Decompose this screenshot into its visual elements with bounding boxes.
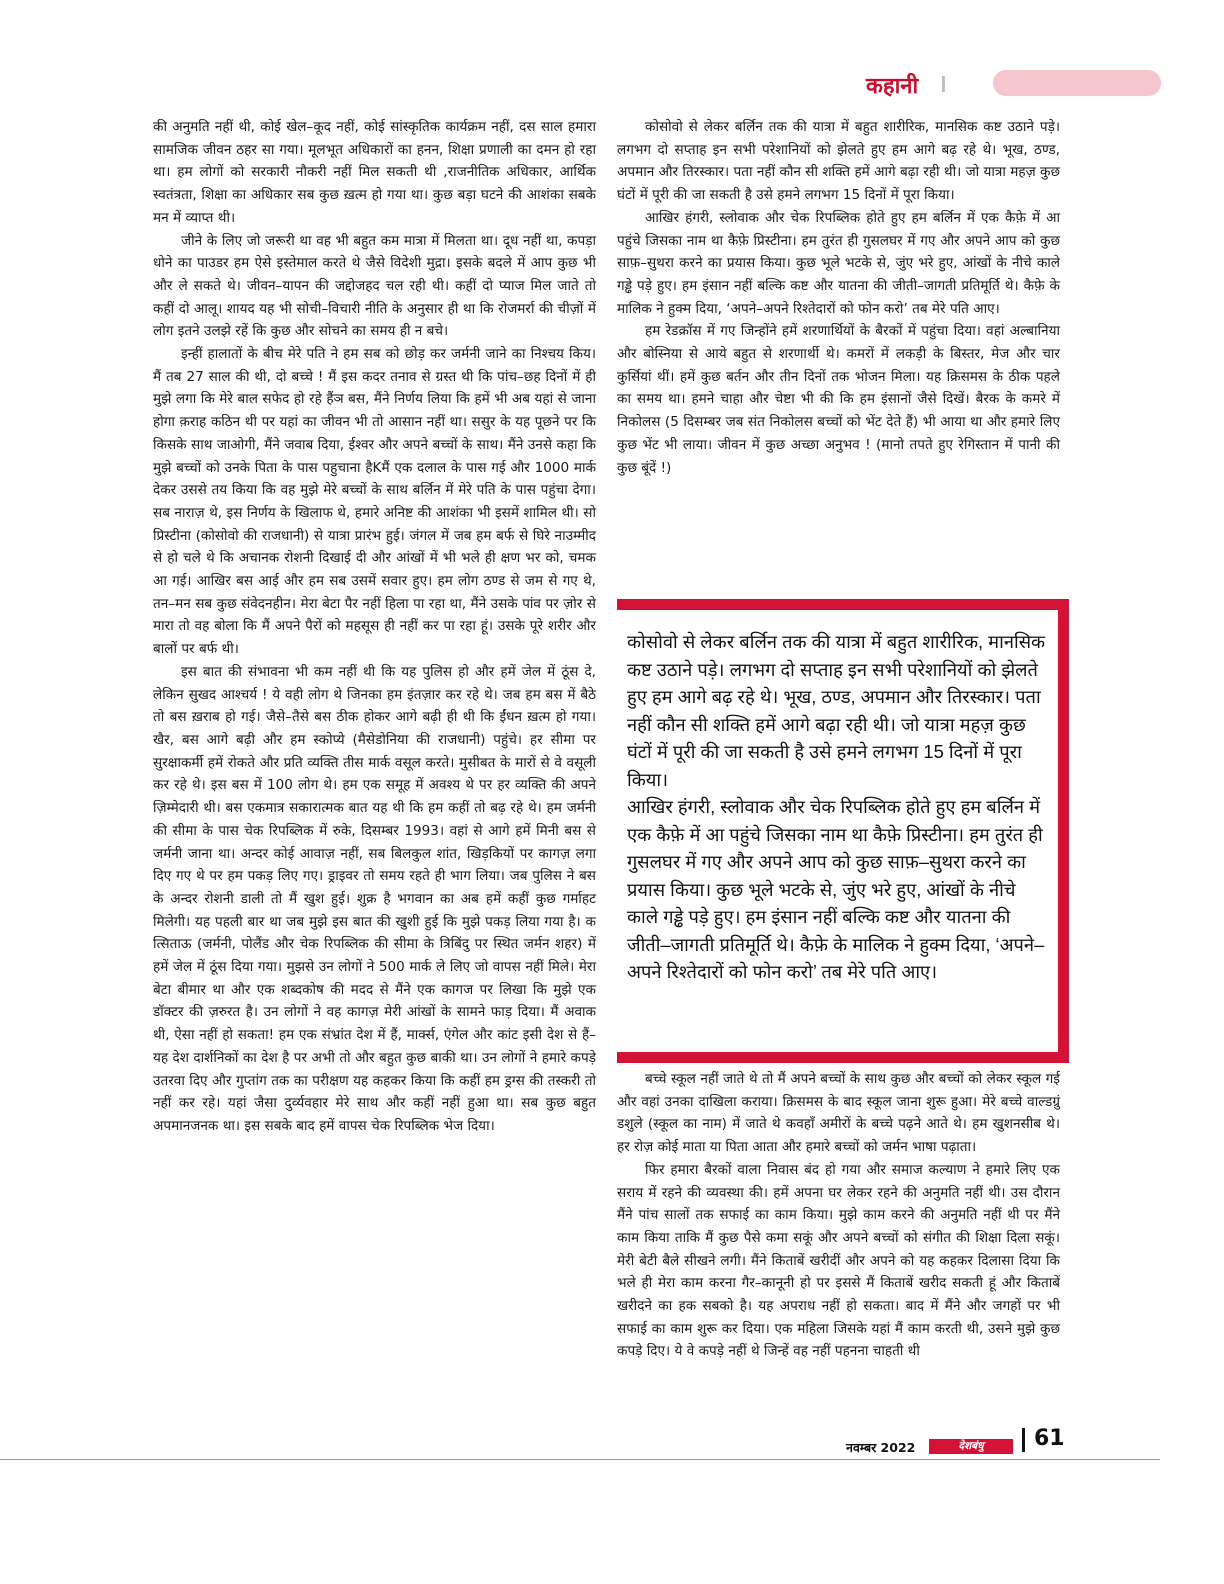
section-pill-decoration: [993, 70, 1161, 96]
footer-rule: [0, 1459, 1160, 1460]
paragraph: हम रेडक्रॉस में गए जिन्होंने हमें शरणार्थियों के बैरकों में पहुंचा दिया। वहां अल्बानिया और बोस्निया से आये बहुत से शरणार्थी थे। कमरों में लकड़ी के बिस्तर, मेज और चार कुर्सियां थीं। हमें कुछ बर्तन और तीन दिनों तक भोजन मिला। यह क्रिसमस के ठीक पहले का समय था। हमने चाहा और चेष्टा भी की कि हम इंसानों जैसे दिखें। बैरक के कमरे में निकोलस (5 दिसम्बर जब संत निकोलस बच्चों को भेंट देते हैं) भी आया था और हमारे लिए कुछ भेंट भी लाया। जीवन में कुछ अच्छा अनुभव ! (मानो तपते हुए रेगिस्तान में पानी की कुछ बूंदें !): [617, 323, 1060, 476]
right-column-bottom: [617, 1068, 1060, 1363]
footer-divider: [1022, 1428, 1025, 1452]
paragraph: इस बात की संभावना भी कम नहीं थी कि यह पुलिस हो और हमें जेल में ठूंस दे, लेकिन सुखद आश्चर्य ! ये वही लोग थे जिनका हम इंतज़ार कर रहे थे। जब हम बस में बैठे तो बस ख़राब हो गई। जैसे–तैसे बस ठीक होकर आगे बढ़ी ही थी कि ईंधन ख़त्म हो गया। खैर, बस आगे बढ़ी और हम स्कोप्ये (मैसेडोनिया की राजधानी) पहुंचे। हर सीमा पर सुरक्षाकर्मी हमें रोकते और प्रति व्यक्ति तीस मार्क वसूल करते। मुसीबत के मारों से वे वसूली कर रहे थे। इस बस में 100 लोग थे। हम एक समूह में अवश्य थे पर हर व्यक्ति की अपने ज़िम्मेदारी थी। बस एकमात्र सकारात्मक बात यह थी कि हम कहीं तो बढ़ रहे थे। हम जर्मनी की सीमा के पास चेक रिपब्लिक में रुके, दिसम्बर 1993। वहां से आगे हमें मिनी बस से जर्मनी जाना था। अन्दर कोई आवाज़ नहीं, सब बिलकुल शांत, खिड़कियों पर कागज़ लगा दिए गए थे पर हम पकड़ लिए गए। ड्राइवर तो समय रहते ही भाग लिया। जब पुलिस ने बस के अन्दर रोशनी डाली तो मैं खुश हुई। शुक्र है भगवान का अब हमें कहीं कुछ गर्माहट मिलेगी। यह पहली बार था जब मुझे इस बात की खुशी हुई कि मुझे पकड़ लिया गया है। क त्सिताऊ (जर्मनी, पोलैंड और चेक रिपब्लिक की सीमा के त्रिबिंदु पर स्थित जर्मन शहर) में हमें जेल में ठूंस दिया गया। मुझसे उन लोगों ने 500 मार्क ले लिए जो वापस नहीं मिले। मेरा बेटा बीमार था और एक शब्दकोष की मदद से मैंने एक कागज पर लिखा कि मुझे एक डॉक्टर की ज़रुरत है। उन लोगों ने वह कागज़ मेरी आंखों के सामने फाड़ दिया। मैं अवाक थी, ऐसा नहीं हो सकता! हम एक संभ्रांत देश में हैं, मार्क्स, एंगेल और कांट इसी देश से हैं– यह देश दार्शनिकों का देश है पर अभी तो और बहुत कुछ बाकी था। उन लोगों ने हमारे कपड़े उतरवा दिए और गुप्तांग तक का परीक्षण यह कहकर किया कि कहीं हम ड्रग्स की तस्करी तो नहीं कर रहे। यहां जैसा दुर्व्यवहार मेरे साथ और कहीं नहीं हुआ था। सब कुछ बहुत अपमानजनक था। इस सबके बाद हमें वापस चेक रिपब्लिक भेज दिया।: [153, 663, 596, 1134]
paragraph: की अनुमति नहीं थी, कोई खेल–कूद नहीं, कोई सांस्कृतिक कार्यक्रम नहीं, दस साल हमारा सामजिक जीवन ठहर सा गया। मूलभूत अधिकारों का हनन, शिक्षा प्रणाली का दमन हो रहा था। हम लोगों को सरकारी नौकरी नहीं मिल सकती थी ,राजनीतिक अधिकार, आर्थिक स्वतंत्रता, शिक्षा का अधिकार सब कुछ ख़त्म हो गया था। कुछ बड़ा घटने की आशंका सबके मन में व्याप्त थी।: [153, 119, 596, 226]
pull-quote-box: [617, 599, 1069, 1063]
right-column-top: [617, 116, 1060, 479]
pull-quote-text: आखिर हंगरी, स्लोवाक और चेक रिपब्लिक होते हुए हम बर्लिन में एक कैफ़े में आ पहुंचे जिसका नाम था कैफ़े प्रिस्टीना। हम तुरंत ही गुसलघर में गए और अपने आप को कुछ साफ़–सुथरा करने का प्रयास किया। कुछ भूले भटके से, जुंए भरे हुए, आंखों के नीचे काले गड्ढे पड़े हुए। हम इंसान नहीं बल्कि कष्ट और यातना की जीती–जागती प्रतिमूर्ति थे। कैफ़े के मालिक ने हुक्म दिया, ‘अपने–अपने रिश्तेदारों को फोन करो’ तब मेरे पति आए।: [627, 796, 1045, 982]
page-number: 61: [1034, 1426, 1065, 1451]
paragraph: इन्हीं हालातों के बीच मेरे पति ने हम सब को छोड़ कर जर्मनी जाने का निश्चय किय। मैं तब 27 साल की थी, दो बच्चे ! मैं इस कदर तनाव से ग्रस्त थी कि पांच–छह दिनों में ही मुझे लगा कि मेरे बाल सफेद हो रहे हैंञ बस, मैंने निर्णय लिया कि हमें भी अब यहां से जाना होगा क़राह कठिन थी पर यहां का जीवन भी तो आसान नहीं था। ससुर के यह पूछने पर कि किसके साथ जाओगी, मैंने जवाब दिया, ईश्वर और अपने बच्चों के साथ। मैंने उनसे कहा कि मुझे बच्चों को उनके पिता के पास पहुचाना हैΚमैं एक दलाल के पास गई और 1000 मार्क देकर उससे तय किया कि वह मुझे मेरे बच्चों के साथ बर्लिन में मेरे पति के पास पहुंचा देगा। सब नाराज़ थे, इस निर्णय के खिलाफ थे, हमारे अनिष्ट की आशंका भी इसमें शामिल थी। सो प्रिस्टीना (कोसोवो की राजधानी) से यात्रा प्रारंभ हुई। जंगल में जब हम बर्फ से घिरे नाउम्मीद से हो चले थे कि अचानक रोशनी दिखाई दी और आंखों में भी भले ही क्षण भर को, चमक आ गई। आखिर बस आई और हम सब उसमें सवार हुए। हम लोग ठण्ड से जम से गए थे, तन–मन सब कुछ संवेदनहीन। मेरा बेटा पैर नहीं हिला पा रहा था, मैंने उसके पांव पर ज़ोर से मारा तो वह बोला कि मैं अपने पैरों को महसूस ही नहीं कर पा रहा हूं। उसके पूरे शरीर और बालों पर बर्फ थी।: [153, 346, 596, 658]
paragraph: बच्चे स्कूल नहीं जाते थे तो मैं अपने बच्चों के साथ कुछ और बच्चों को लेकर स्कूल गई और वहां उनका दाखिला कराया। क्रिसमस के बाद स्कूल जाना शुरू हुआ। मेरे बच्चे वाल्डग्रुं डशुले (स्कूल का नाम) में जाते थे कवहाँ अमीरों के बच्चे पढ़ने आते थे। हम खुशनसीब थे। हर रोज़ कोई माता या पिता आता और हमारे बच्चों को जर्मन भाषा पढ़ाता।: [617, 1071, 1060, 1156]
paragraph: जीने के लिए जो जरूरी था वह भी बहुत कम मात्रा में मिलता था। दूध नहीं था, कपड़ा धोने का पाउडर हम ऐसे इस्तेमाल करते थे जैसे विदेशी मुद्रा। इसके बदले में आप कुछ भी और ले सकते थे। जीवन–यापन की जद्दोजहद चल रही थी। कहीं दो प्याज मिल जाते तो कहीं दो आलू। शायद यह भी सोची–विचारी नीति के अनुसार ही था कि रोजमर्रा की चीज़ों में लोग इतने उलझे रहें कि कुछ और सोचने का समय ही न बचे।: [153, 232, 596, 340]
left-column: [153, 116, 596, 1138]
footer-month: नवम्बर 2022: [846, 1440, 916, 1455]
paragraph: आखिर हंगरी, स्लोवाक और चेक रिपब्लिक होते हुए हम बर्लिन में एक कैफ़े में आ पहुंचे जिसका नाम था कैफ़े प्रिस्टीना। हम तुरंत ही गुसलघर में गए और अपने आप को कुछ साफ़–सुथरा करने का प्रयास किया। कुछ भूले भटके से, जुंए भरे हुए, आंखों के नीचे काले गड्ढे पड़े हुए। हम इंसान नहीं बल्कि कष्ट और यातना की जीती–जागती प्रतिमूर्ति थे। कैफ़े के मालिक ने हुक्म दिया, ‘अपने–अपने रिश्तेदारों को फोन करो’ तब मेरे पति आए।: [617, 209, 1060, 317]
pull-quote-text: कोसोवो से लेकर बर्लिन तक की यात्रा में बहुत शारीरिक, मानसिक कष्ट उठाने पड़े। लगभग दो सप्ताह इन सभी परेशानियों को झेलते हुए हम आगे बढ़ रहे थे। भूख, ठण्ड, अपमान और तिरस्कार। पता नहीं कौन सी शक्ति हमें आगे बढ़ा रही थी। जो यात्रा महज़ कुछ घंटों में पूरी की जा सकती है उसे हमने लगभग 15 दिनों में पूरा किया।: [627, 631, 1046, 790]
paragraph: कोसोवो से लेकर बर्लिन तक की यात्रा में बहुत शारीरिक, मानसिक कष्ट उठाने पड़े। लगभग दो सप्ताह इन सभी परेशानियों को झेलते हुए हम आगे बढ़ रहे थे। भूख, ठण्ड, अपमान और तिरस्कार। पता नहीं कौन सी शक्ति हमें आगे बढ़ा रही थी। जो यात्रा महज़ कुछ घंटों में पूरी की जा सकती है उसे हमने लगभग 15 दिनों में पूरा किया।: [617, 119, 1060, 204]
section-label: कहानी: [866, 74, 919, 99]
paragraph: फिर हमारा बैरकों वाला निवास बंद हो गया और समाज कल्याण ने हमारे लिए एक सराय में रहने की व्यवस्था की। हमें अपना घर लेकर रहने की अनुमति नहीं थी। उस दौरान मैंने पांच सालों तक सफाई का काम किया। मुझे काम करने की अनुमति नहीं थी पर मैंने काम किया ताकि मैं कुछ पैसे कमा सकूं और अपने बच्चों को संगीत की शिक्षा दिला सकूं। मेरी बेटी बैले सीखने लगी। मैंने किताबें खरीदीं और अपने को यह कहकर दिलासा दिया कि भले ही मेरा काम करना गैर–कानूनी हो पर इससे मैं किताबें खरीद सकती हूं और किताबें खरीदने का हक सबको है। यह अपराध नहीं हो सकता। बाद में मैंने और जगहों पर भी सफाई का काम शुरू कर दिया। एक महिला जिसके यहां मैं काम करती थी, उसने मुझे कुछ कपड़े दिए। ये वे कपड़े नहीं थे जिन्हें वह नहीं पहनना चाहती थी: [617, 1161, 1060, 1360]
footer-brand-logo: देशबंधु: [929, 1439, 1013, 1454]
section-divider: [942, 76, 945, 92]
